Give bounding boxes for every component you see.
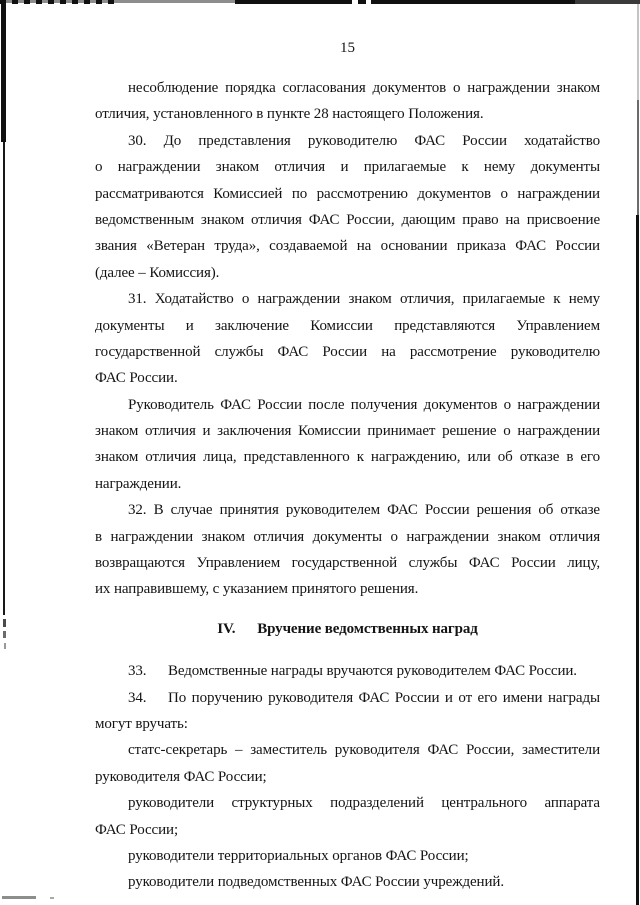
section-heading [95, 616, 600, 642]
scan-top-edge-gap [352, 0, 358, 4]
text-line [95, 207, 600, 233]
text-line [95, 764, 600, 790]
scan-top-edge-gap [366, 0, 371, 4]
page-number: 15 [340, 40, 355, 56]
text-run: руководители территориальных органов ФАС России; [128, 847, 469, 864]
text-run: отличия, установленного в пункте 28 настоящего Положения. [95, 106, 484, 123]
paragraph [95, 843, 600, 869]
text-line [95, 339, 600, 365]
document-text [95, 75, 600, 896]
scan-right-edge-mid [637, 100, 639, 215]
scan-right-edge-light [637, 4, 639, 100]
scan-bottom-edge-line [2, 896, 36, 899]
text-line [95, 101, 600, 127]
scan-left-edge-line [3, 142, 5, 615]
paragraph [95, 392, 600, 498]
text-run: 32. В случае принятия руководителем ФАС России решения об отказе [128, 502, 600, 519]
section-number: IV. [217, 620, 236, 637]
text-line [95, 576, 600, 602]
section-title: Вручение ведомственных наград [257, 620, 478, 637]
text-line [95, 711, 600, 737]
text-run: ФАС России. [95, 370, 178, 387]
text-line [95, 685, 600, 711]
paragraph [95, 869, 600, 895]
text-run: рассматриваются Комиссией по рассмотрению документов о награждении [95, 185, 600, 202]
text-run: о награждении знаком отличия и прилагаемые к нему документы [95, 159, 600, 176]
scan-left-edge-dash [4, 643, 6, 649]
text-run: ведомственным знаком отличия ФАС России, дающим право на присвоение [95, 211, 600, 228]
text-run: несоблюдение порядка согласования документов о награждении знаком [128, 80, 600, 96]
paragraph [95, 128, 600, 286]
text-run: государственной службы ФАС России на рассмотрение руководителю [95, 343, 600, 360]
text-run: знаком отличия и заключения Комиссии принимает решение о награждении [95, 423, 600, 440]
text-run: руководители структурных подразделений центрального аппарата [128, 795, 600, 812]
text-line [95, 260, 600, 286]
text-line [95, 737, 600, 763]
text-line [95, 128, 600, 154]
scan-left-edge-dash [3, 619, 6, 627]
text-run: награждении. [95, 475, 182, 492]
text-line [95, 817, 600, 843]
page-content [95, 38, 600, 896]
scan-top-edge-black [235, 0, 575, 4]
text-line [95, 444, 600, 470]
text-run: звания «Ветеран труда», создаваемой на основании приказа ФАС России [95, 238, 600, 255]
text-run: их направившему, с указанием принятого решения. [95, 581, 419, 598]
text-line [95, 843, 600, 869]
paragraph [95, 286, 600, 392]
text-line [95, 497, 600, 523]
paragraph [95, 658, 600, 684]
text-run: статс-секретарь – заместитель руководителя ФАС России, заместители [128, 742, 600, 759]
text-run: Ведомственные награды вручаются руководителем ФАС России. [168, 663, 577, 680]
scan-right-edge-dark [636, 215, 639, 905]
text-line [95, 392, 600, 418]
text-run: возвращаются Управлением государственной службы ФАС России лицу, [95, 555, 600, 572]
text-run: в награждении знаком отличия документы о награждении знаком отличия [95, 528, 600, 545]
text-line [95, 365, 600, 391]
paragraph [95, 497, 600, 603]
text-line [95, 233, 600, 259]
text-line [95, 286, 600, 312]
item-number: 33. [128, 663, 147, 680]
scan-bottom-edge-dot [50, 897, 54, 899]
paragraph [95, 790, 600, 843]
text-line [95, 550, 600, 576]
item-number: 34. [128, 689, 147, 706]
text-line [95, 181, 600, 207]
text-line [95, 471, 600, 497]
paragraph [95, 685, 600, 738]
scan-left-edge-dash [3, 631, 6, 638]
paragraph [95, 737, 600, 790]
paragraph [95, 75, 600, 128]
scan-left-edge-bar [1, 0, 6, 142]
text-line [95, 154, 600, 180]
scan-top-edge-right [575, 0, 640, 4]
text-run: По поручению руководителя ФАС России и от его имени награды [168, 689, 600, 706]
text-line [95, 790, 600, 816]
text-run: ФАС России; [95, 821, 179, 838]
text-run: знаком отличия лица, представленного к награждению, или об отказе в его [95, 449, 600, 466]
text-run: документы и заключение Комиссии представляются Управлением [95, 317, 600, 334]
text-run: руководителя ФАС России; [95, 768, 267, 785]
text-line [95, 75, 600, 101]
text-line [95, 524, 600, 550]
scan-top-edge-dashes [0, 0, 118, 4]
text-run: могут вручать: [95, 715, 188, 732]
text-line [95, 658, 600, 684]
text-run: 30. До представления руководителю ФАС России ходатайство [128, 132, 600, 149]
text-line [95, 313, 600, 339]
text-run: руководители подведомственных ФАС России учреждений. [128, 874, 504, 891]
text-run: 31. Ходатайство о награждении знаком отличия, прилагаемые к нему [128, 291, 600, 308]
text-line [95, 869, 600, 895]
text-line [95, 418, 600, 444]
text-run: Руководитель ФАС России после получения документов о награждении [128, 396, 600, 413]
text-run: (далее – Комиссия). [95, 264, 220, 281]
